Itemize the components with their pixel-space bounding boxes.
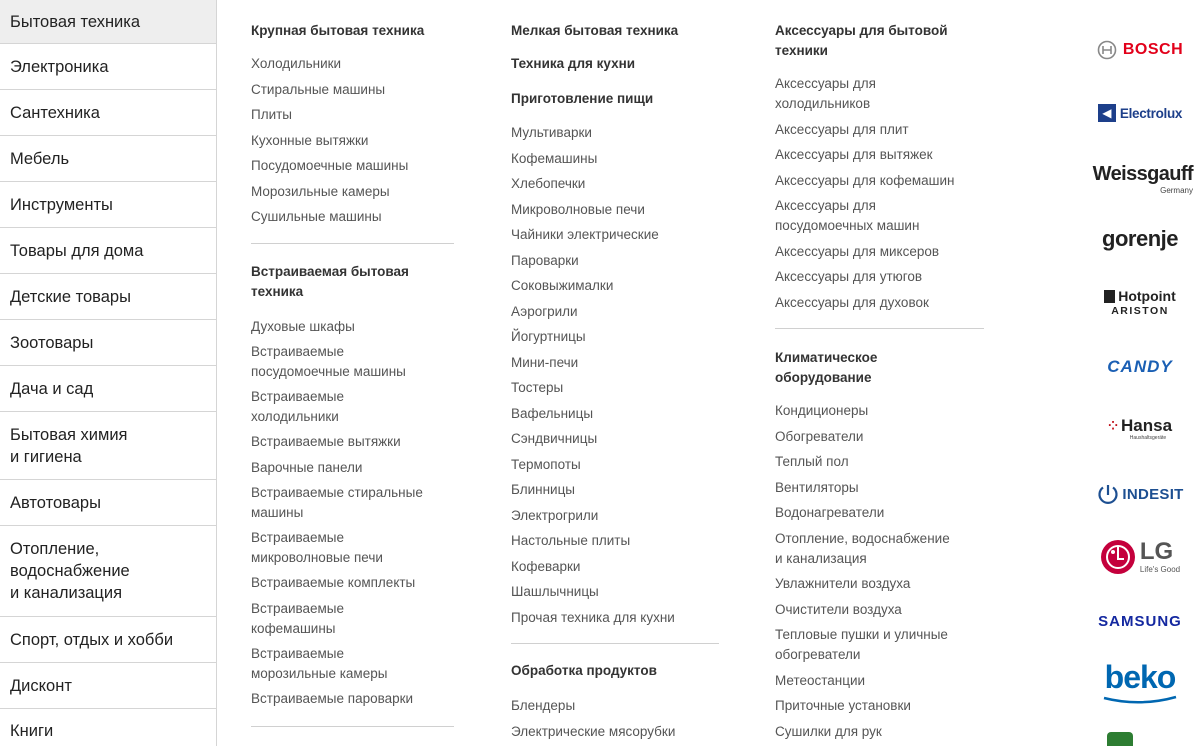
menu-link[interactable]: Посудомоечные машины: [251, 158, 409, 173]
menu-link[interactable]: Встраиваемые комплекты: [251, 575, 416, 590]
menu-link[interactable]: Стиральные машины: [251, 81, 386, 97]
menu-link[interactable]: Блендеры: [511, 698, 576, 713]
menu-link[interactable]: Мини-печи: [511, 354, 579, 370]
links-food-processing: [511, 696, 675, 747]
sidebar-item-auto[interactable]: Автотовары: [0, 480, 216, 526]
menu-link[interactable]: Духовые шкафы: [251, 319, 355, 334]
menu-link[interactable]: Тепловые пушки и уличные обогреватели: [775, 627, 948, 662]
menu-link[interactable]: Аксессуары для кофемашин: [775, 172, 955, 188]
beko-swoosh-icon: [1100, 695, 1180, 705]
links-large-appliances: [251, 54, 408, 233]
menu-link[interactable]: Блинницы: [511, 482, 576, 497]
menu-link[interactable]: Аксессуары для посудомоечных машин: [775, 198, 920, 233]
heading-kitchen[interactable]: Техника для кухни: [511, 56, 636, 71]
menu-link[interactable]: Плиты: [251, 107, 293, 122]
menu-link[interactable]: Встраиваемые микроволновые печи: [251, 530, 383, 565]
sidebar-item-furniture[interactable]: Мебель: [0, 136, 216, 182]
brand-beko[interactable]: [1085, 656, 1195, 708]
weissgauff-wordmark: Weissgauff: [1092, 162, 1193, 185]
divider: [775, 328, 984, 329]
menu-link[interactable]: Настольные плиты: [511, 533, 631, 548]
sidebar-item-electronics[interactable]: Электроника: [0, 44, 216, 90]
menu-link[interactable]: Электрогрили: [511, 507, 599, 523]
hotpoint-house-icon: [1104, 290, 1115, 303]
lg-face-icon: [1100, 539, 1136, 575]
sidebar-item-chemistry[interactable]: Бытовая химия и гигиена: [0, 412, 216, 480]
sidebar-item-discount[interactable]: Дисконт: [0, 663, 216, 709]
indesit-power-icon: [1096, 482, 1120, 506]
menu-link[interactable]: Аксессуары для миксеров: [775, 243, 940, 259]
menu-link[interactable]: Термопоты: [511, 456, 581, 472]
beko-wordmark: beko: [1104, 659, 1176, 695]
menu-link[interactable]: Встраиваемые морозильные камеры: [251, 645, 388, 681]
indesit-wordmark: INDESIT: [1122, 485, 1184, 503]
brand-samsung[interactable]: [1085, 608, 1195, 634]
hansa-wordmark: Hansa: [1121, 416, 1173, 435]
heading-built-in[interactable]: Встраиваемая бытовая техника: [251, 264, 409, 299]
menu-link[interactable]: Метеостанции: [775, 672, 866, 688]
divider: [251, 243, 454, 244]
hansa-dots-icon: ⁘: [1107, 419, 1119, 433]
heading-large-appliances[interactable]: Крупная бытовая техника: [251, 23, 425, 38]
sidebar-item-garden[interactable]: Дача и сад: [0, 366, 216, 412]
menu-link[interactable]: Микроволновые печи: [511, 201, 645, 217]
menu-link[interactable]: Мультиварки: [511, 125, 592, 140]
menu-link[interactable]: Отопление, водоснабжение и канализация: [775, 530, 950, 566]
heading-food-processing[interactable]: Обработка продуктов: [511, 663, 657, 678]
menu-link[interactable]: Аэрогрили: [511, 303, 578, 319]
menu-link[interactable]: Встраиваемые пароварки: [251, 690, 414, 706]
brand-logos: [1085, 0, 1200, 746]
brand-lg[interactable]: [1085, 534, 1195, 580]
sidebar-item-sport[interactable]: Спорт, отдых и хобби: [0, 617, 216, 663]
brand-indesit[interactable]: [1085, 480, 1195, 508]
menu-link[interactable]: Кухонные вытяжки: [251, 132, 369, 148]
menu-link[interactable]: Прочая техника для кухни: [511, 609, 675, 625]
menu-link[interactable]: Встраиваемые холодильники: [251, 389, 345, 424]
menu-link[interactable]: Увлажнители воздуха: [775, 576, 911, 591]
menu-link[interactable]: Обогреватели: [775, 428, 864, 444]
menu-link[interactable]: Аксессуары для духовок: [775, 294, 929, 310]
links-climate: [775, 401, 950, 747]
bosch-wordmark: BOSCH: [1122, 41, 1184, 58]
lg-sub: Life's Good: [1139, 565, 1181, 574]
menu-link[interactable]: Йогуртницы: [511, 329, 586, 344]
samsung-wordmark: SAMSUNG: [1098, 612, 1182, 630]
bosch-armature-icon: [1097, 40, 1117, 60]
menu-link[interactable]: Аксессуары для утюгов: [775, 269, 923, 284]
weissgauff-sub: Germany: [1160, 185, 1193, 195]
menu-link[interactable]: Кофеварки: [511, 558, 581, 574]
heading-accessories[interactable]: Аксессуары для бытовой техники: [775, 23, 948, 58]
partial-logo-mark: [1107, 732, 1133, 746]
heading-small-appliances[interactable]: Мелкая бытовая техника: [511, 23, 679, 38]
menu-link[interactable]: Водонагреватели: [775, 505, 885, 520]
brand-partial-logo[interactable]: [1107, 732, 1177, 746]
menu-link[interactable]: Шашлычницы: [511, 584, 599, 599]
gorenje-wordmark: gorenje: [1102, 226, 1178, 251]
menu-link[interactable]: Хлебопечки: [511, 176, 586, 191]
menu-link[interactable]: Теплый пол: [775, 454, 849, 469]
sidebar-item-home-goods[interactable]: Товары для дома: [0, 228, 216, 274]
menu-link[interactable]: Сушильные машины: [251, 209, 382, 224]
menu-link[interactable]: Вафельницы: [511, 405, 594, 421]
menu-link[interactable]: Аксессуары для вытяжек: [775, 147, 933, 162]
menu-link[interactable]: Кофемашины: [511, 150, 598, 166]
brand-gorenje[interactable]: [1085, 224, 1195, 254]
category-sidebar: [0, 0, 217, 746]
divider: [251, 726, 454, 727]
electrolux-mark-icon: ◀: [1098, 104, 1116, 122]
links-cooking: [511, 123, 675, 633]
menu-link[interactable]: Приточные установки: [775, 698, 911, 713]
menu-link[interactable]: Встраиваемые вытяжки: [251, 434, 401, 449]
ariston-wordmark: ARISTON: [1111, 305, 1169, 317]
menu-link[interactable]: Встраиваемые кофемашины: [251, 600, 345, 636]
sidebar-item-plumbing[interactable]: Сантехника: [0, 90, 216, 136]
brand-hotpoint-ariston[interactable]: [1085, 285, 1195, 321]
hansa-sub: Haushaltsgeräte: [1129, 435, 1167, 441]
menu-link[interactable]: Встраиваемые стиральные машины: [251, 485, 423, 520]
links-accessories: [775, 74, 955, 318]
heading-cooking[interactable]: Приготовление пищи: [511, 91, 654, 106]
heading-climate[interactable]: Климатическое оборудование: [775, 350, 878, 385]
sidebar-item-tools[interactable]: Инструменты: [0, 182, 216, 228]
menu-link[interactable]: Очистители воздуха: [775, 601, 902, 617]
sidebar-item-books[interactable]: Книги: [10, 722, 54, 740]
sidebar-item-heating[interactable]: Отопление, водоснабжение и канализация: [0, 526, 216, 617]
sidebar-item-pets[interactable]: Зоотовары: [0, 320, 216, 366]
menu-link[interactable]: Тостеры: [511, 380, 564, 395]
menu-link[interactable]: Варочные панели: [251, 459, 363, 475]
menu-link[interactable]: Пароварки: [511, 252, 579, 268]
brand-candy[interactable]: [1085, 354, 1195, 380]
menu-link[interactable]: Встраиваемые посудомоечные машины: [251, 344, 406, 379]
lg-wordmark: LG: [1139, 538, 1174, 565]
menu-link[interactable]: Сэндвичницы: [511, 431, 598, 446]
menu-link[interactable]: Сушилки для рук: [775, 723, 882, 739]
divider: [511, 643, 719, 644]
menu-link[interactable]: Аксессуары для холодильников: [775, 76, 876, 111]
menu-link[interactable]: Вентиляторы: [775, 479, 859, 495]
electrolux-wordmark: Electrolux: [1119, 105, 1183, 121]
hotpoint-wordmark: Hotpoint: [1118, 288, 1176, 304]
brand-electrolux[interactable]: [1085, 100, 1195, 126]
menu-link[interactable]: Кондиционеры: [775, 403, 869, 418]
menu-link[interactable]: Морозильные камеры: [251, 183, 390, 199]
menu-link[interactable]: Электрические мясорубки: [511, 723, 676, 739]
menu-link[interactable]: Чайники электрические: [511, 227, 659, 242]
brand-hansa[interactable]: [1085, 414, 1195, 444]
menu-link[interactable]: Холодильники: [251, 56, 342, 71]
menu-link[interactable]: Аксессуары для плит: [775, 121, 909, 137]
menu-link[interactable]: Соковыжималки: [511, 278, 614, 293]
candy-wordmark: CANDY: [1107, 357, 1173, 376]
brand-weissgauff[interactable]: [1085, 158, 1193, 198]
sidebar-item-kids[interactable]: Детские товары: [0, 274, 216, 320]
links-built-in: [251, 317, 423, 714]
brand-bosch[interactable]: [1085, 36, 1195, 64]
sidebar-item-appliances[interactable]: Бытовая техника: [0, 0, 216, 44]
